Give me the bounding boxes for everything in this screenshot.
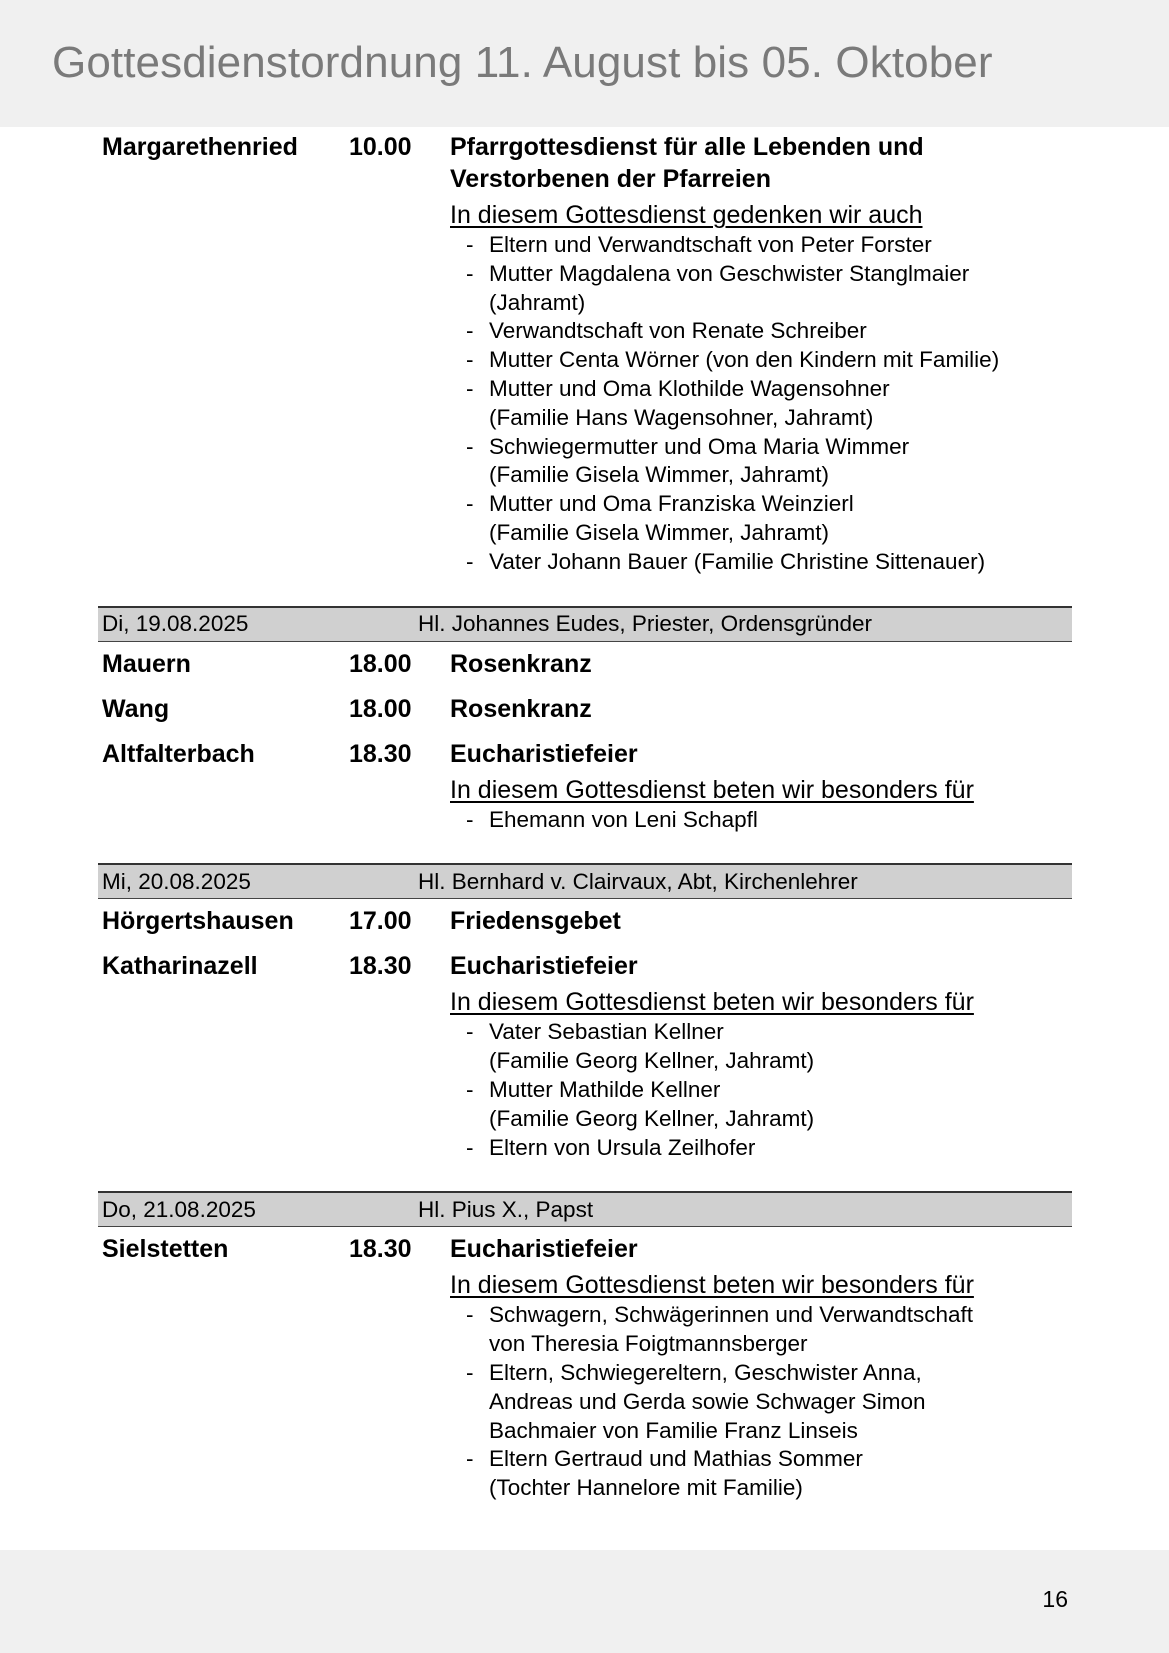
intentions-list <box>466 1301 1072 1503</box>
service-entry <box>98 905 1072 937</box>
intention-item <box>466 1018 1072 1076</box>
intention-item <box>466 231 1072 260</box>
service-schedule <box>98 131 1072 1503</box>
intentions-heading: In diesem Gottesdienst beten wir besonders für <box>450 988 974 1017</box>
day-block <box>98 1191 1072 1503</box>
service-time: 17.00 <box>349 907 412 936</box>
list-dash: - <box>466 260 474 286</box>
intention-text-line: Andreas und Gerda sowie Schwager Simon <box>489 1388 926 1414</box>
service-title-line: Eucharistiefeier <box>450 1235 638 1264</box>
list-dash: - <box>466 1076 474 1102</box>
intention-item <box>466 806 1072 835</box>
intention-text-line: (Familie Hans Wagensohner, Jahramt) <box>489 404 874 430</box>
service-description <box>450 905 1072 937</box>
service-description <box>450 738 1072 835</box>
service-entry <box>98 1233 1072 1503</box>
intention-item <box>466 375 1072 433</box>
intentions-heading: In diesem Gottesdienst gedenken wir auch <box>450 201 923 229</box>
intention-item <box>466 346 1072 375</box>
intention-text-line: Mutter und Oma Franziska Weinzierl <box>489 491 854 517</box>
intention-text-line: Mutter Centa Wörner (von den Kindern mit Familie) <box>489 347 1000 373</box>
list-dash: - <box>466 347 474 373</box>
service-location: Mauern <box>102 649 191 678</box>
intention-item <box>466 1076 1072 1134</box>
service-location: Margarethenried <box>102 133 298 161</box>
intention-text-line: Eltern von Ursula Zeilhofer <box>489 1134 756 1160</box>
list-dash: - <box>466 1134 474 1160</box>
service-location: Altfalterbach <box>102 739 255 768</box>
intention-text-line: Eltern Gertraud und Mathias Sommer <box>489 1446 863 1472</box>
list-dash: - <box>466 232 474 257</box>
intention-text-line: Vater Sebastian Kellner <box>489 1019 724 1045</box>
service-time: 18.00 <box>349 694 412 723</box>
service-title-line: Eucharistiefeier <box>450 952 638 981</box>
list-dash: - <box>466 806 474 832</box>
service-entry <box>98 738 1072 835</box>
intention-text-line: (Familie Georg Kellner, Jahramt) <box>489 1105 815 1131</box>
intention-text-line: Vater Johann Bauer (Familie Christine Sittenauer) <box>489 548 986 574</box>
day-date: Mi, 20.08.2025 <box>102 868 251 894</box>
service-title-line: Friedensgebet <box>450 907 621 936</box>
service-description <box>450 131 1072 577</box>
day-header-bar <box>98 606 1072 642</box>
list-dash: - <box>466 1302 474 1328</box>
day-saint: Hl. Johannes Eudes, Priester, Ordensgründer <box>418 611 872 637</box>
service-location: Wang <box>102 694 170 723</box>
list-dash: - <box>466 318 474 344</box>
service-title-line: Rosenkranz <box>450 694 592 723</box>
day-saint: Hl. Pius X., Papst <box>418 1196 594 1222</box>
list-dash: - <box>466 1446 474 1472</box>
day-date: Do, 21.08.2025 <box>102 1196 256 1222</box>
day-date: Di, 19.08.2025 <box>102 611 249 637</box>
day-block <box>98 606 1072 835</box>
intention-text-line: (Tochter Hannelore mit Familie) <box>489 1475 803 1501</box>
list-dash: - <box>466 1019 474 1045</box>
service-time: 18.30 <box>349 952 412 981</box>
service-entry <box>98 648 1072 680</box>
service-entry <box>98 131 1072 577</box>
intentions-heading: In diesem Gottesdienst beten wir besonders für <box>450 1271 974 1300</box>
intention-text-line: Verwandtschaft von Renate Schreiber <box>489 318 867 344</box>
service-entry <box>98 693 1072 725</box>
service-time: 18.30 <box>349 1235 412 1264</box>
day-header-bar <box>98 863 1072 899</box>
day-block <box>98 863 1072 1162</box>
service-location: Hörgertshausen <box>102 907 294 936</box>
service-entry <box>98 950 1072 1162</box>
day-block <box>98 131 1072 577</box>
intention-text-line: Schwiegermutter und Oma Maria Wimmer <box>489 433 910 459</box>
page-title: Gottesdienstordnung 11. August bis 05. Oktober <box>52 38 993 87</box>
day-header-bar <box>98 1191 1072 1227</box>
service-time: 18.30 <box>349 739 412 768</box>
intention-text-line: (Familie Gisela Wimmer, Jahramt) <box>489 519 830 545</box>
page-footer <box>0 1550 1169 1653</box>
intention-item <box>466 433 1072 491</box>
intention-item <box>466 548 1072 577</box>
service-time: 18.00 <box>349 649 412 678</box>
list-dash: - <box>466 375 474 401</box>
service-title-line: Verstorbenen der Pfarreien <box>450 165 771 193</box>
list-dash: - <box>466 433 474 459</box>
intention-item <box>466 1445 1072 1503</box>
intention-item <box>466 317 1072 346</box>
intention-text-line: Eltern und Verwandtschaft von Peter Forster <box>489 232 932 257</box>
intention-text-line: (Jahramt) <box>489 289 586 315</box>
service-title-line: Eucharistiefeier <box>450 739 638 768</box>
intention-item <box>466 490 1072 548</box>
intention-text-line: (Familie Gisela Wimmer, Jahramt) <box>489 462 830 488</box>
service-location: Katharinazell <box>102 952 258 981</box>
service-title-line: Rosenkranz <box>450 649 592 678</box>
service-description <box>450 1233 1072 1503</box>
intention-text-line: von Theresia Foigtmannsberger <box>489 1331 808 1357</box>
intention-item <box>466 1301 1072 1359</box>
service-description <box>450 693 1072 725</box>
intentions-heading: In diesem Gottesdienst beten wir besonders für <box>450 775 974 804</box>
service-description <box>450 950 1072 1162</box>
intentions-list <box>466 231 1072 577</box>
day-saint: Hl. Bernhard v. Clairvaux, Abt, Kirchenlehrer <box>418 868 858 894</box>
list-dash: - <box>466 1359 474 1385</box>
intention-text-line: Eltern, Schwiegereltern, Geschwister Anna, <box>489 1359 922 1385</box>
intention-item <box>466 260 1072 318</box>
service-description <box>450 648 1072 680</box>
service-time: 10.00 <box>349 133 412 161</box>
service-title-line: Pfarrgottesdienst für alle Lebenden und <box>450 133 924 161</box>
list-dash: - <box>466 548 474 574</box>
page-header <box>0 0 1169 127</box>
intention-text-line: Mutter Mathilde Kellner <box>489 1076 721 1102</box>
page-number: 16 <box>1042 1586 1068 1612</box>
intention-text-line: (Familie Georg Kellner, Jahramt) <box>489 1048 815 1074</box>
intention-text-line: Mutter Magdalena von Geschwister Stanglmaier <box>489 260 970 286</box>
intentions-list <box>466 806 1072 835</box>
intention-text-line: Schwagern, Schwägerinnen und Verwandtschaft <box>489 1302 974 1328</box>
intention-item <box>466 1134 1072 1163</box>
intention-text-line: Mutter und Oma Klothilde Wagensohner <box>489 375 890 401</box>
intention-text-line: Bachmaier von Familie Franz Linseis <box>489 1417 858 1443</box>
list-dash: - <box>466 491 474 517</box>
intention-text-line: Ehemann von Leni Schapfl <box>489 806 758 832</box>
intentions-list <box>466 1018 1072 1162</box>
service-location: Sielstetten <box>102 1235 229 1264</box>
intention-item <box>466 1359 1072 1445</box>
